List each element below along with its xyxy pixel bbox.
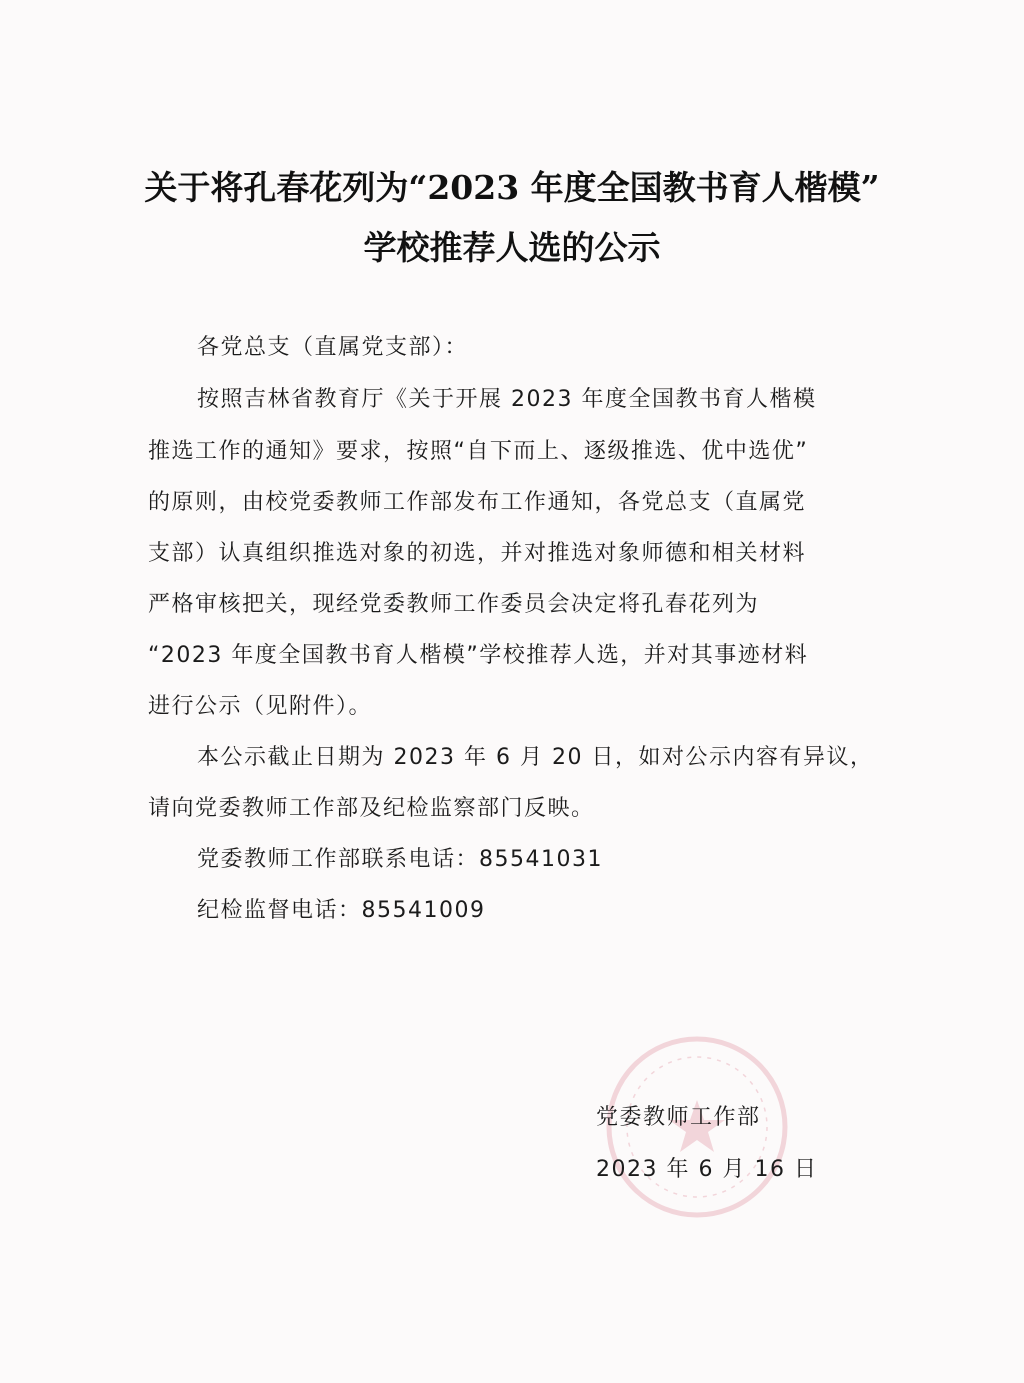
- paragraph-1-line: 进行公示（见附件）。: [148, 694, 373, 719]
- signature-organization: 党委教师工作部: [596, 1105, 761, 1130]
- paragraph-1-line: “2023 年度全国教书育人楷模”学校推荐人选，并对其事迹材料: [148, 643, 809, 668]
- paragraph-1-line: 的原则，由校党委教师工作部发布工作通知，各党总支（直属党: [148, 490, 807, 515]
- paragraph-1-line: 推选工作的通知》要求，按照“自下而上、逐级推选、优中选优”: [148, 439, 809, 464]
- paragraph-1-line: 严格审核把关，现经党委教师工作委员会决定将孔春花列为: [148, 592, 760, 617]
- paragraph-2-line: 请向党委教师工作部及纪检监察部门反映。: [148, 796, 595, 821]
- paragraph-1-line: 支部）认真组织推选对象的初选，并对推选对象师德和相关材料: [148, 541, 807, 566]
- paragraph-1-line: 按照吉林省教育厅《关于开展 2023 年度全国教书育人楷模: [197, 387, 817, 412]
- contact-phone: 党委教师工作部联系电话：85541031: [197, 847, 603, 872]
- paragraph-2-line: 本公示截止日期为 2023 年 6 月 20 日，如对公示内容有异议，: [197, 745, 874, 770]
- salutation: 各党总支（直属党支部）：: [197, 335, 469, 360]
- document-title-line-1: 关于将孔春花列为“2023 年度全国教书育人楷模”: [144, 168, 880, 207]
- supervision-phone: 纪检监督电话：85541009: [197, 898, 486, 923]
- signature-date: 2023 年 6 月 16 日: [596, 1157, 818, 1182]
- document-title-line-2: 学校推荐人选的公示: [363, 228, 661, 267]
